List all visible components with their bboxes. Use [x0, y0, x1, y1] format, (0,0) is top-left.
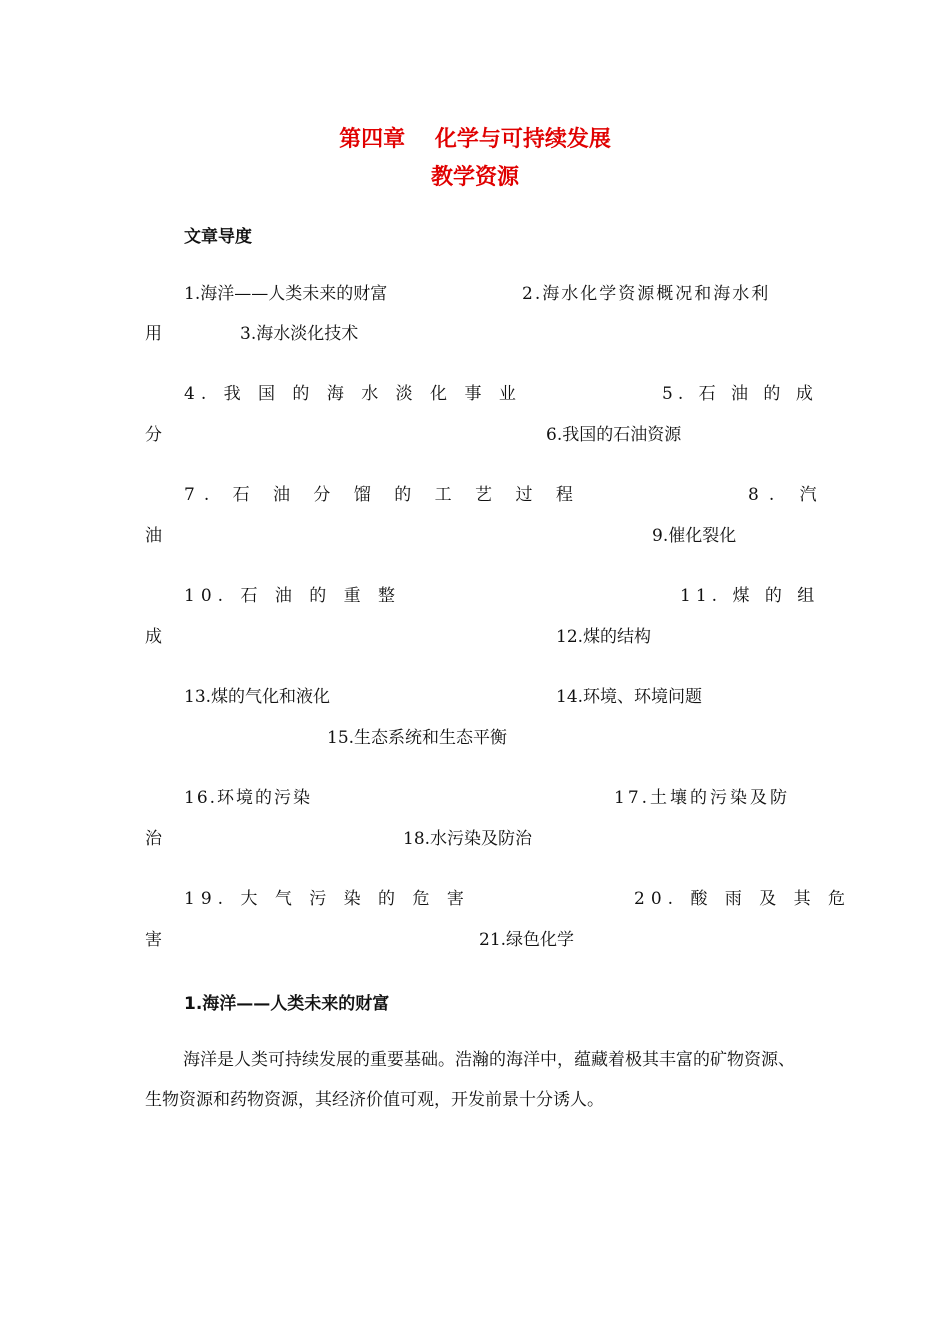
- toc-item-13: 13.煤的气化和液化: [184, 687, 331, 707]
- toc-item-2-wrap: 用: [145, 324, 162, 344]
- toc-item-8-wrap: 油: [145, 526, 162, 546]
- section-1-heading: 1.海洋——人类未来的财富: [184, 994, 390, 1014]
- toc-item-16: 16.环境的污染: [184, 788, 313, 808]
- toc-item-1: 1.海洋——人类未来的财富: [184, 284, 388, 304]
- document-subtitle: 教学资源: [430, 165, 519, 190]
- guide-heading: 文章导度: [184, 227, 252, 247]
- toc-item-20: 20. 酸 雨 及 其 危: [634, 889, 852, 909]
- toc-item-18: 18.水污染及防治: [403, 829, 533, 849]
- toc-item-3: 3.海水淡化技术: [240, 324, 359, 344]
- toc-item-5: 5. 石 油 的 成: [662, 384, 818, 404]
- chapter-title: 第四章 化学与可持续发展: [339, 127, 611, 152]
- toc-item-19: 19. 大 气 污 染 的 危 害: [184, 889, 470, 909]
- toc-item-7: 7. 石 油 分 馏 的 工 艺 过 程: [184, 485, 582, 505]
- toc-item-15: 15.生态系统和生态平衡: [327, 728, 508, 748]
- toc-item-4: 4. 我 国 的 海 水 淡 化 事 业: [184, 384, 522, 404]
- toc-item-20-wrap: 害: [145, 930, 162, 950]
- toc-item-6: 6.我国的石油资源: [546, 425, 682, 445]
- toc-item-17: 17.土壤的污染及防: [614, 788, 791, 808]
- toc-item-11: 11. 煤 的 组: [680, 586, 820, 606]
- toc-item-11-wrap: 成: [145, 627, 162, 647]
- toc-item-12: 12.煤的结构: [556, 627, 652, 647]
- toc-item-2: 2.海水化学资源概况和海水利: [522, 284, 771, 304]
- toc-item-17-wrap: 治: [145, 829, 162, 849]
- toc-item-14: 14.环境、环境问题: [556, 687, 703, 707]
- section-1-paragraph: 海洋是人类可持续发展的重要基础。浩瀚的海洋中，蕴藏着极其丰富的矿物资源、生物资源和药物资源，其经济价值可观，开发前景十分诱人。: [145, 1050, 795, 1110]
- toc-item-10: 10. 石 油 的 重 整: [184, 586, 402, 606]
- toc-item-9: 9.催化裂化: [652, 526, 737, 546]
- toc-item-21: 21.绿色化学: [479, 930, 575, 950]
- toc-item-8: 8. 汽: [748, 485, 827, 505]
- toc-item-5-wrap: 分: [145, 425, 162, 445]
